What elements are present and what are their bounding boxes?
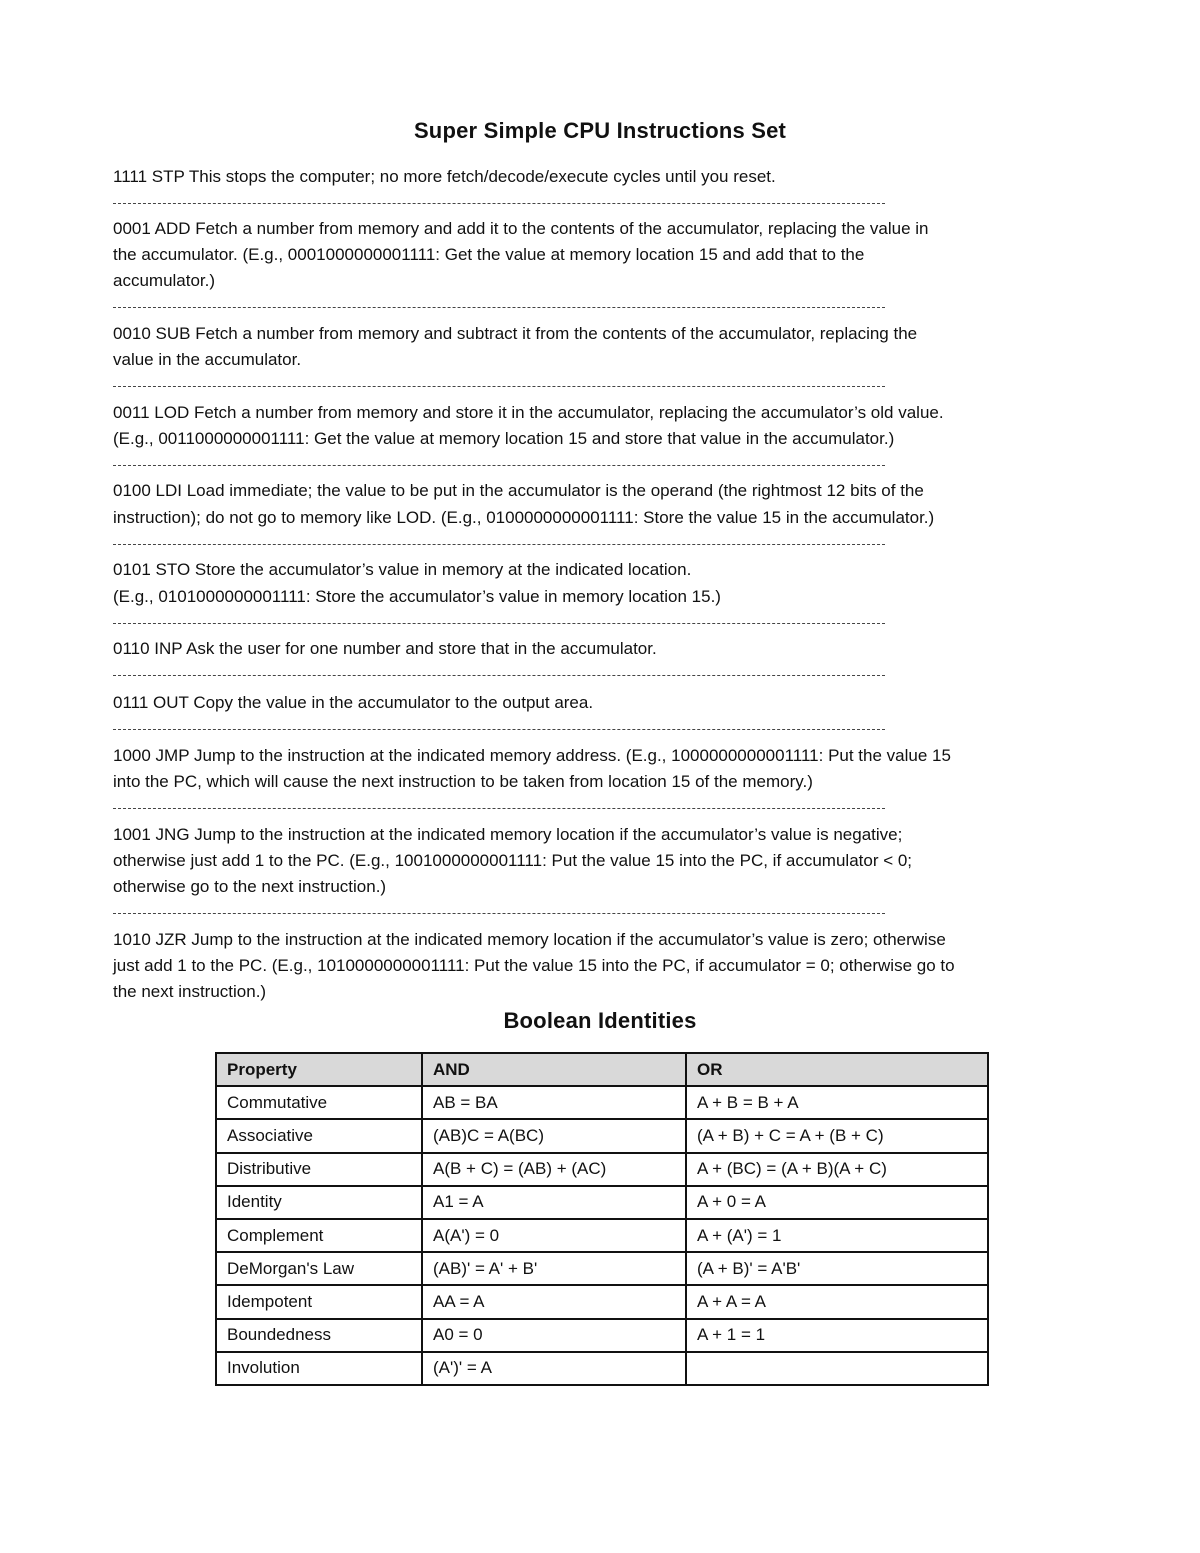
instruction-jzr-line-3: the next instruction.) — [113, 982, 267, 1001]
or-cell: A + (BC) = (A + B)(A + C) — [686, 1153, 988, 1186]
table-row — [216, 1285, 988, 1318]
separator-line — [113, 386, 885, 387]
separator-line — [113, 913, 885, 914]
property-cell: DeMorgan's Law — [216, 1252, 422, 1285]
and-cell: (A')' = A — [422, 1352, 686, 1385]
table-row — [216, 1186, 988, 1219]
header-property: Property — [216, 1053, 422, 1086]
table-row — [216, 1219, 988, 1252]
or-cell: A + 0 = A — [686, 1186, 988, 1219]
instruction-jmp-line-2: into the PC, which will cause the next instruction to be taken from location 15 of the memory.) — [113, 772, 813, 791]
instruction-jzr-line-2: just add 1 to the PC. (E.g., 1010000000001111: Put the value 15 into the PC, if accumulator = 0; otherwise go to — [113, 956, 955, 975]
and-cell: AB = BA — [422, 1086, 686, 1119]
instruction-jmp-line-1: 1000 JMP Jump to the instruction at the indicated memory address. (E.g., 1000000000001111: Put the value 15 — [113, 746, 951, 765]
instruction-lod-line-1: 0011 LOD Fetch a number from memory and store it in the accumulator, replacing the accumulator’s old value. — [113, 403, 944, 422]
document-title: Super Simple CPU Instructions Set — [413, 118, 787, 143]
and-cell: (AB)C = A(BC) — [422, 1119, 686, 1152]
or-cell: A + B = B + A — [686, 1086, 988, 1119]
instruction-add-line-2: the accumulator. (E.g., 0001000000001111: Get the value at memory location 15 and add that to the — [113, 245, 865, 264]
instruction-inp-line-1: 0110 INP Ask the user for one number and store that in the accumulator. — [113, 639, 657, 658]
property-cell: Boundedness — [216, 1319, 422, 1352]
instruction-jng-line-3: otherwise go to the next instruction.) — [113, 877, 387, 896]
table-row — [216, 1252, 988, 1285]
property-cell: Commutative — [216, 1086, 422, 1119]
instruction-out-line-1: 0111 OUT Copy the value in the accumulator to the output area. — [113, 693, 594, 712]
instruction-ldi-line-2: instruction); do not go to memory like LOD. (E.g., 0100000000001111: Store the value 15 in the accumulator.) — [113, 508, 935, 527]
property-cell: Distributive — [216, 1153, 422, 1186]
table-row — [216, 1086, 988, 1119]
instruction-sub-line-2: value in the accumulator. — [113, 350, 302, 369]
and-cell: (AB)' = A' + B' — [422, 1252, 686, 1285]
or-cell: A + 1 = 1 — [686, 1319, 988, 1352]
separator-line — [113, 307, 885, 308]
separator-line — [113, 623, 885, 624]
property-cell: Identity — [216, 1186, 422, 1219]
table-row — [216, 1153, 988, 1186]
property-cell: Idempotent — [216, 1285, 422, 1318]
and-cell: A0 = 0 — [422, 1319, 686, 1352]
instruction-jzr-line-1: 1010 JZR Jump to the instruction at the indicated memory location if the accumulator’s value is zero; otherwise — [113, 930, 946, 949]
separator-line — [113, 544, 885, 545]
separator-line — [113, 808, 885, 809]
property-cell: Complement — [216, 1219, 422, 1252]
instruction-sub-line-1: 0010 SUB Fetch a number from memory and subtract it from the contents of the accumulator, replacing the — [113, 324, 918, 343]
header-or: OR — [686, 1053, 988, 1086]
instruction-jng-line-1: 1001 JNG Jump to the instruction at the indicated memory location if the accumulator’s value is negative; — [113, 825, 903, 844]
separator-line — [113, 729, 885, 730]
table-row — [216, 1352, 988, 1385]
instruction-jng-line-2: otherwise just add 1 to the PC. (E.g., 1001000000001111: Put the value 15 into the PC, if accumulator < 0; — [113, 851, 913, 870]
property-cell: Associative — [216, 1119, 422, 1152]
or-cell: (A + B)' = A'B' — [686, 1252, 988, 1285]
or-cell: A + A = A — [686, 1285, 988, 1318]
table-row — [216, 1319, 988, 1352]
instruction-add-line-3: accumulator.) — [113, 271, 216, 290]
instruction-stp-line-1: 1111 STP This stops the computer; no more fetch/decode/execute cycles until you reset. — [113, 167, 776, 186]
instruction-sto-line-2: (E.g., 0101000000001111: Store the accumulator’s value in memory location 15.) — [113, 587, 721, 606]
table-header-row — [216, 1053, 988, 1086]
boolean-identities-table — [215, 1052, 989, 1386]
separator-line — [113, 675, 885, 676]
and-cell: A(B + C) = (AB) + (AC) — [422, 1153, 686, 1186]
or-cell — [686, 1352, 988, 1385]
and-cell: A1 = A — [422, 1186, 686, 1219]
header-and: AND — [422, 1053, 686, 1086]
instruction-ldi-line-1: 0100 LDI Load immediate; the value to be put in the accumulator is the operand (the rightmost 12 bits of the — [113, 481, 924, 500]
and-cell: AA = A — [422, 1285, 686, 1318]
separator-line — [113, 203, 885, 204]
separator-line — [113, 465, 885, 466]
instruction-add-line-1: 0001 ADD Fetch a number from memory and add it to the contents of the accumulator, replacing the value in — [113, 219, 929, 238]
or-cell: A + (A') = 1 — [686, 1219, 988, 1252]
instruction-lod-line-2: (E.g., 0011000000001111: Get the value at memory location 15 and store that value in the accumulator.) — [113, 429, 895, 448]
and-cell: A(A') = 0 — [422, 1219, 686, 1252]
boolean-identities-title: Boolean Identities — [503, 1008, 697, 1033]
table-row — [216, 1119, 988, 1152]
property-cell: Involution — [216, 1352, 422, 1385]
instruction-sto-line-1: 0101 STO Store the accumulator’s value in memory at the indicated location. — [113, 560, 692, 579]
or-cell: (A + B) + C = A + (B + C) — [686, 1119, 988, 1152]
